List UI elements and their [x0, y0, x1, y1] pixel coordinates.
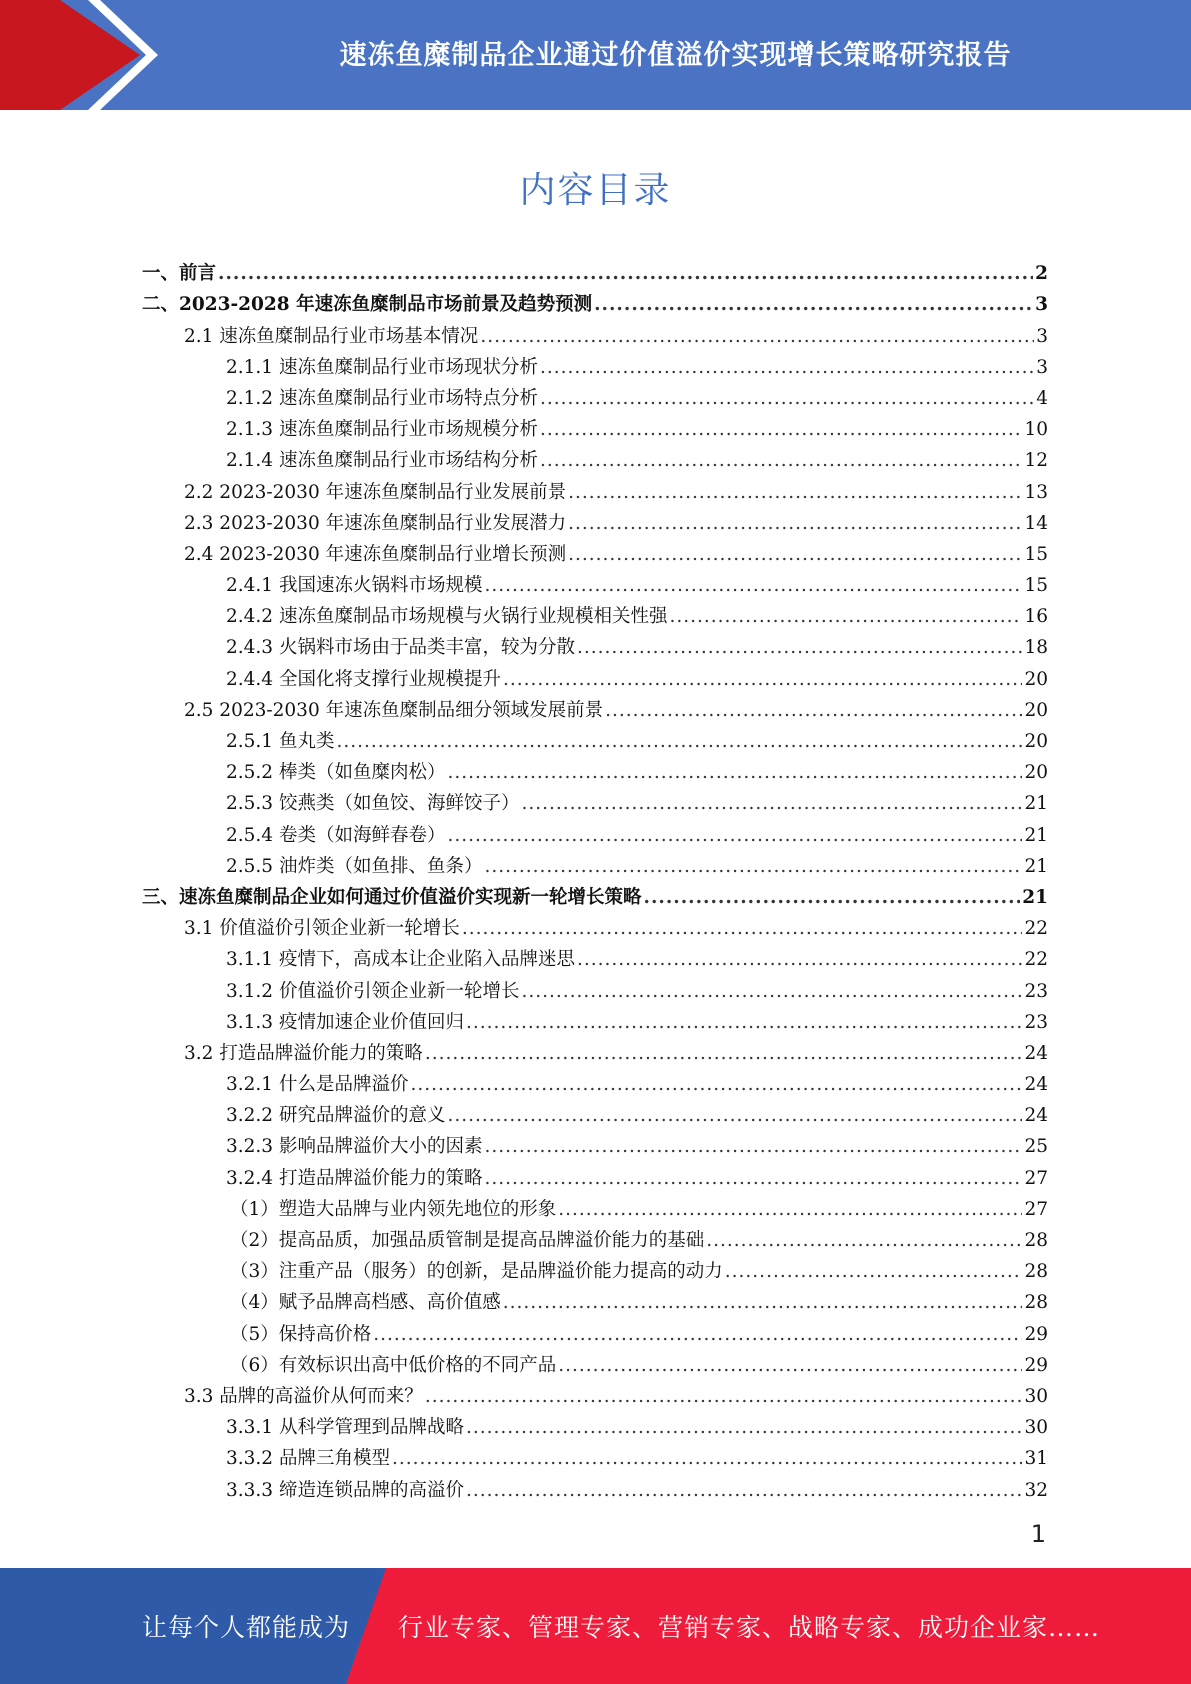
toc-entry-page: 25: [1024, 1136, 1048, 1158]
toc-entry[interactable]: [142, 722, 1048, 753]
toc-dot-leader: [577, 949, 1022, 971]
toc-dot-leader: [521, 793, 1022, 815]
report-title: 速冻鱼糜制品企业通过价值溢价实现增长策略研究报告: [339, 39, 1012, 71]
toc-entry-page: 21: [1024, 855, 1048, 877]
toc-entry-label: 3.2.4 打造品牌溢价能力的策略: [226, 1167, 483, 1189]
toc-entry[interactable]: [142, 1034, 1048, 1065]
toc-entry-label: 3.3.3 缔造连锁品牌的高溢价: [226, 1479, 464, 1501]
toc-entry-label: 2.4.4 全国化将支撑行业规模提升: [226, 668, 501, 690]
toc-entry-label: 2.4.1 我国速冻火锅料市场规模: [226, 575, 483, 597]
toc-dot-leader: [568, 544, 1022, 566]
toc-entry-page: 30: [1024, 1417, 1048, 1439]
toc-entry-label: 二、2023-2028 年速冻鱼糜制品市场前景及趋势预测: [142, 294, 593, 316]
page-number: 1: [1030, 1520, 1046, 1548]
toc-dot-leader: [558, 1199, 1022, 1221]
toc-dot-leader: [447, 825, 1022, 847]
toc-dot-leader: [706, 1230, 1022, 1252]
toc-entry[interactable]: [142, 535, 1048, 566]
toc-entry[interactable]: [142, 1158, 1048, 1189]
toc-entry-label: 2.3 2023-2030 年速冻鱼糜制品行业发展潜力: [184, 512, 567, 534]
toc-dot-leader: [568, 482, 1022, 504]
toc-entry-page: 18: [1024, 637, 1048, 659]
toc-dot-leader: [577, 637, 1022, 659]
toc-entry[interactable]: [142, 847, 1048, 878]
toc-entry-label: 2.4.3 火锅料市场由于品类丰富，较为分散: [226, 637, 575, 659]
toc-entry-label: 2.5.3 饺燕类（如鱼饺、海鲜饺子）: [226, 793, 520, 815]
toc-entry-label: 一、前言: [142, 263, 217, 285]
footer-slogan-right: 行业专家、管理专家、营销专家、战略专家、成功企业家……: [398, 1613, 1101, 1642]
toc-entry-page: 2: [1035, 263, 1048, 285]
toc-entry[interactable]: [142, 1003, 1048, 1034]
toc-entry[interactable]: [142, 441, 1048, 472]
toc-entry-page: 29: [1024, 1323, 1048, 1345]
toc-dot-leader: [410, 1074, 1022, 1096]
toc-entry-page: 3: [1035, 294, 1048, 316]
toc-entry[interactable]: [142, 1127, 1048, 1158]
report-header: [0, 0, 1191, 110]
toc-dot-leader: [605, 700, 1022, 722]
toc-entry[interactable]: [142, 566, 1048, 597]
toc-dot-leader: [480, 326, 1034, 348]
toc-entry-label: 3.1 价值溢价引领企业新一轮增长: [184, 918, 460, 940]
toc-entry-page: 14: [1024, 512, 1048, 534]
toc-entry-label: 3.2.2 研究品牌溢价的意义: [226, 1105, 446, 1127]
toc-dot-leader: [568, 513, 1022, 535]
toc-entry-label: （1）塑造大品牌与业内领先地位的形象: [230, 1198, 557, 1220]
toc-entry-page: 20: [1024, 731, 1048, 752]
toc-dot-leader: [484, 856, 1022, 878]
toc-dot-leader: [466, 1480, 1022, 1502]
toc-entry[interactable]: [142, 753, 1048, 784]
toc-entry-page: 21: [1024, 793, 1048, 815]
toc-entry[interactable]: [142, 348, 1048, 379]
toc-dot-leader: [484, 575, 1022, 597]
toc-entry-label: 2.5.1 鱼丸类: [226, 731, 335, 752]
toc-dot-leader: [447, 762, 1022, 784]
toc-entry-label: （2）提高品质，加强品质管制是提高品牌溢价能力的基础: [230, 1230, 705, 1251]
toc-entry-label: 2.4 2023-2030 年速冻鱼糜制品行业增长预测: [184, 543, 567, 565]
toc-entry-page: 3: [1036, 325, 1048, 347]
toc-entry-label: 3.1.1 疫情下，高成本让企业陷入品牌迷思: [226, 949, 575, 971]
toc-dot-leader: [484, 1168, 1022, 1190]
toc-entry-label: （5）保持高价格: [230, 1323, 372, 1345]
toc-entry[interactable]: [142, 1314, 1048, 1345]
toc-entry-label: 3.1.3 疫情加速企业价值回归: [226, 1011, 464, 1033]
toc-entry-label: 2.1.3 速冻鱼糜制品行业市场规模分析: [226, 419, 538, 441]
toc-dot-leader: [336, 731, 1022, 753]
toc-entry-page: 21: [1022, 886, 1048, 908]
toc-dot-leader: [725, 1261, 1023, 1283]
toc-dot-leader: [669, 606, 1022, 628]
toc-dot-leader: [521, 981, 1022, 1003]
toc-entry[interactable]: [142, 1283, 1048, 1314]
toc-entry[interactable]: [142, 1065, 1048, 1096]
toc-entry-label: 3.3.2 品牌三角模型: [226, 1448, 390, 1470]
table-of-contents: [142, 254, 1048, 1502]
toc-entry-page: 10: [1024, 419, 1048, 441]
toc-dot-leader: [462, 918, 1023, 940]
toc-entry-page: 28: [1024, 1230, 1048, 1251]
toc-entry-label: （6）有效标识出高中低价格的不同产品: [230, 1354, 557, 1376]
toc-entry[interactable]: [142, 1346, 1048, 1377]
toc-entry-page: 4: [1036, 387, 1048, 409]
toc-entry-page: 13: [1024, 481, 1048, 503]
toc-dot-leader: [540, 388, 1034, 410]
toc-entry[interactable]: [142, 316, 1048, 347]
toc-entry[interactable]: [142, 909, 1048, 940]
toc-entry[interactable]: [142, 784, 1048, 815]
toc-dot-leader: [558, 1355, 1022, 1377]
toc-entry[interactable]: [142, 659, 1048, 690]
toc-entry[interactable]: [142, 628, 1048, 659]
toc-entry[interactable]: [142, 1439, 1048, 1470]
toc-entry[interactable]: [142, 1221, 1048, 1252]
toc-entry-page: 30: [1024, 1385, 1048, 1407]
toc-entry-page: 20: [1024, 668, 1048, 690]
toc-entry-page: 27: [1024, 1167, 1048, 1189]
toc-entry-label: 2.5.2 棒类（如鱼糜肉松）: [226, 762, 446, 784]
toc-entry-page: 15: [1024, 575, 1048, 597]
toc-dot-leader: [447, 1105, 1022, 1127]
toc-entry[interactable]: [142, 472, 1048, 503]
toc-entry[interactable]: [142, 815, 1048, 846]
toc-entry-label: 2.5.4 卷类（如海鲜春卷）: [226, 824, 446, 846]
toc-entry-label: 三、速冻鱼糜制品企业如何通过价值溢价实现新一轮增长策略: [142, 886, 642, 908]
toc-entry-page: 27: [1024, 1198, 1048, 1220]
toc-entry-page: 31: [1024, 1448, 1048, 1470]
toc-entry-page: 20: [1024, 699, 1048, 721]
toc-dot-leader: [392, 1448, 1022, 1470]
toc-entry-page: 23: [1024, 980, 1048, 1002]
toc-entry-page: 28: [1024, 1261, 1048, 1283]
toc-entry[interactable]: [142, 940, 1048, 971]
toc-dot-leader: [594, 294, 1033, 316]
toc-dot-leader: [425, 1386, 1023, 1408]
toc-entry[interactable]: [142, 691, 1048, 722]
toc-dot-leader: [484, 1136, 1022, 1158]
toc-dot-leader: [540, 450, 1022, 472]
toc-entry-label: 3.2 打造品牌溢价能力的策略: [184, 1042, 423, 1064]
toc-entry[interactable]: [142, 1470, 1048, 1501]
toc-entry[interactable]: [142, 504, 1048, 535]
toc-dot-leader: [503, 669, 1022, 691]
toc-entry-page: 12: [1024, 450, 1048, 472]
toc-entry[interactable]: [142, 410, 1048, 441]
toc-entry[interactable]: [142, 1252, 1048, 1283]
toc-dot-leader: [373, 1324, 1022, 1346]
toc-entry-page: 23: [1024, 1011, 1048, 1033]
toc-dot-leader: [540, 419, 1022, 441]
toc-entry-label: 2.5.5 油炸类（如鱼排、鱼条）: [226, 855, 483, 877]
toc-entry[interactable]: [142, 285, 1048, 316]
toc-entry-page: 22: [1024, 918, 1048, 940]
toc-entry-page: 3: [1036, 356, 1048, 378]
toc-dot-leader: [425, 1043, 1023, 1065]
toc-entry-page: 32: [1024, 1479, 1048, 1501]
toc-entry-page: 28: [1024, 1292, 1048, 1314]
toc-entry-page: 16: [1024, 606, 1048, 628]
toc-entry-label: 2.1.1 速冻鱼糜制品行业市场现状分析: [226, 356, 538, 378]
toc-entry-page: 24: [1024, 1042, 1048, 1064]
toc-entry-label: 2.4.2 速冻鱼糜制品市场规模与火锅行业规模相关性强: [226, 606, 668, 628]
toc-entry[interactable]: [142, 1190, 1048, 1221]
toc-entry[interactable]: [142, 1408, 1048, 1439]
toc-dot-leader: [466, 1417, 1022, 1439]
toc-entry-label: 2.2 2023-2030 年速冻鱼糜制品行业发展前景: [184, 481, 567, 503]
toc-entry[interactable]: [142, 878, 1048, 909]
toc-entry-label: 3.1.2 价值溢价引领企业新一轮增长: [226, 980, 520, 1002]
toc-dot-leader: [503, 1292, 1023, 1314]
toc-entry-label: （3）注重产品（服务）的创新，是品牌溢价能力提高的动力: [230, 1261, 723, 1283]
toc-entry-label: 2.5 2023-2030 年速冻鱼糜制品细分领域发展前景: [184, 699, 604, 721]
toc-dot-leader: [218, 263, 1033, 285]
toc-entry[interactable]: [142, 379, 1048, 410]
toc-entry-label: （4）赋予品牌高档感、高价值感: [230, 1292, 501, 1314]
toc-entry[interactable]: [142, 254, 1048, 285]
toc-entry-page: 29: [1024, 1354, 1048, 1376]
toc-entry[interactable]: [142, 597, 1048, 628]
toc-dot-leader: [540, 357, 1034, 379]
toc-dot-leader: [644, 887, 1021, 909]
toc-entry-page: 21: [1024, 824, 1048, 846]
toc-entry-label: 3.2.3 影响品牌溢价大小的因素: [226, 1136, 483, 1158]
toc-entry-page: 22: [1024, 949, 1048, 971]
toc-entry-label: 3.3.1 从科学管理到品牌战略: [226, 1417, 464, 1439]
toc-entry-page: 24: [1024, 1105, 1048, 1127]
footer-slogan-left: 让每个人都能成为: [142, 1613, 351, 1642]
toc-entry-label: 2.1 速冻鱼糜制品行业市场基本情况: [184, 325, 479, 347]
toc-entry-label: 2.1.2 速冻鱼糜制品行业市场特点分析: [226, 387, 538, 409]
toc-entry[interactable]: [142, 1096, 1048, 1127]
toc-entry-label: 2.1.4 速冻鱼糜制品行业市场结构分析: [226, 450, 538, 472]
toc-entry[interactable]: [142, 971, 1048, 1002]
toc-heading: 内容目录: [519, 170, 672, 211]
toc-entry-page: 24: [1024, 1074, 1048, 1096]
report-footer: [0, 1568, 1191, 1684]
toc-entry-label: 3.3 品牌的高溢价从何而来？: [184, 1385, 423, 1407]
toc-entry[interactable]: [142, 1377, 1048, 1408]
toc-entry-page: 20: [1024, 762, 1048, 784]
toc-dot-leader: [466, 1012, 1022, 1034]
toc-entry-page: 15: [1024, 543, 1048, 565]
toc-entry-label: 3.2.1 什么是品牌溢价: [226, 1074, 409, 1096]
